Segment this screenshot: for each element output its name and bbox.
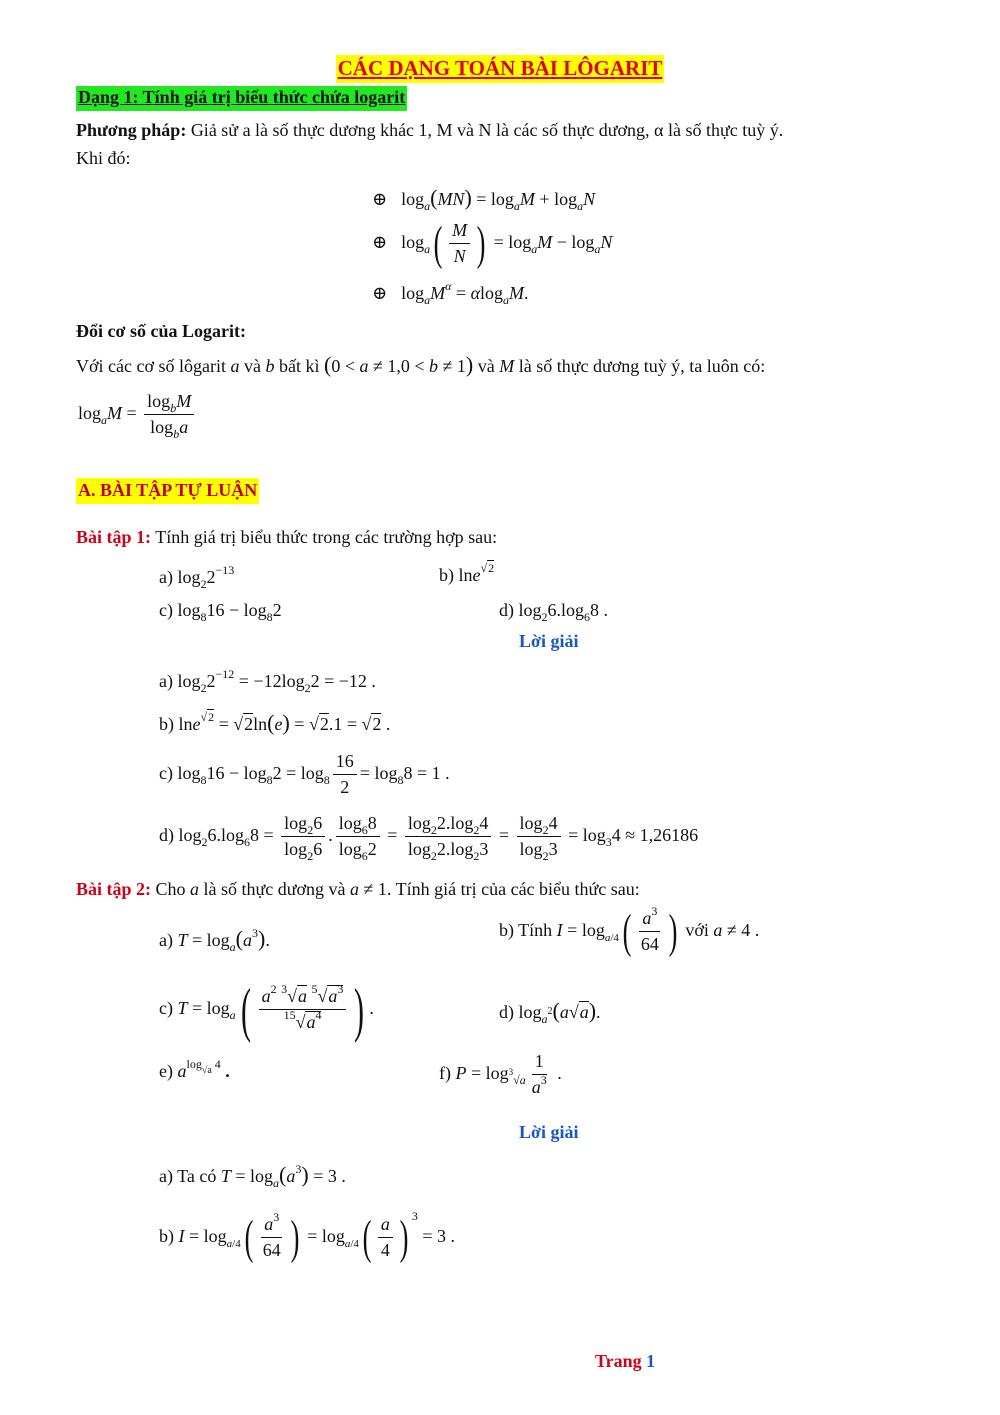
ex1-item-d: d) $\log_26.\log_68$ . [499, 600, 609, 624]
ex2-item-d: d) $\log_{a^2}(a√a)$. [499, 998, 601, 1026]
ex1-item-b: b) lne$^{√2}$ [439, 561, 495, 585]
page-title: CÁC DẠNG TOÁN BÀI LÔGARIT [0, 58, 1000, 79]
ex2-solution-a: a) Ta có $T = \log_a(a^3) = 3$ . [159, 1162, 346, 1190]
ex2-solution-b: b) $I = \log_{a/4}$( $\frac{a^3}{64}$ ) = $\log_{a/4}$( $\frac{a}{4}$ ) $^3$ = 3 . [159, 1209, 456, 1264]
formula-log-quotient: ⊕ $\log_a$( $\frac{M}{N}$ ) = $\log_aM - \log_aN$ [372, 217, 613, 270]
change-base-text: Với các cơ số lôgarit a và b bất kì (0 < a ≠ 1,0 < b ≠ 1) và M là số thực dương tuỳ ý, ta luôn có: [76, 352, 766, 377]
method-continuation: Khi đó: [76, 148, 131, 168]
ex2-item-c: c) $T = \log_a$( $\frac{a^2 ^3√a ^5√a^3}{^{15}√a^4}$ ) . [159, 977, 374, 1043]
change-base-label: Đổi cơ số của Logarit: [76, 321, 246, 341]
page-number: 1 [646, 1351, 656, 1371]
ex1-solution-d: d) $\log_26.\log_68$ = $\frac{\log_26}{\log_26}$ . $\frac{\log_68}{\log_62}$ = $\frac{\log_22.\log_24}{\log_22.\log_23}$ = $\frac{\log_24}{\log_23}$ = $\log_34 \approx 1,26186$ [159, 813, 699, 863]
method-paragraph [76, 121, 946, 139]
section-heading-dang1: Dạng 1: Tính giá trị biểu thức chứa logarit [76, 88, 407, 106]
section-heading-a: A. BÀI TẬP TỰ LUẬN [76, 481, 259, 499]
exercise-2-prompt: Bài tập 2: Cho a là số thực dương và a ≠ 1. Tính giá trị của các biểu thức sau: [76, 879, 640, 899]
ex2-solution-label: Lời giải [519, 1122, 579, 1142]
ex1-solution-label: Lời giải [519, 631, 579, 651]
ex1-solution-c: c) $\log_816 - \log_82 = \log_8$ $\frac{16}{2}$ = $\log_88 = 1$ . [159, 751, 450, 797]
ex1-solution-a: a) $\log_22^{-12} = -12\log_22 = -12$ . [159, 667, 376, 695]
ex2-item-b: b) Tính $I = \log_{a/4}$( $\frac{a^3}{64}$ ) với a ≠ 4 . [499, 904, 760, 958]
ex1-item-a: a) $\log_22^{-13}$ [159, 563, 235, 591]
ex1-solution-b: b) lne$^{√2}$ = √2ln(e) = √2.1 = √2 . [159, 710, 391, 735]
ex1-item-c: c) $\log_816 - \log_82$ [159, 600, 282, 624]
page-footer: Trang 1 [595, 1351, 656, 1371]
formula-log-product: ⊕ $\log_a(MN) = \log_aM + \log_aN$ [372, 185, 596, 213]
ex2-item-e: e) $a^{log_{√a} 4}$ . [159, 1057, 230, 1081]
formula-change-base: $\log_aM$ = $\frac{\log_bM}{\log_ba}$ [78, 392, 197, 438]
ex2-item-a: a) $T = \log_a(a^3)$. [159, 926, 270, 954]
exercise-1-prompt: Bài tập 1: Tính giá trị biểu thức trong các trường hợp sau: [76, 527, 498, 547]
method-text: Giả sử a là số thực dương khác 1, M và N là các số thực dương, α là số thực tuỳ ý. [190, 120, 784, 140]
method-label: Phương pháp: [76, 120, 187, 140]
formula-log-power: ⊕ $\log_aM^\alpha = \alpha\log_aM$. [372, 279, 529, 307]
ex2-item-f: f) $P = \log_{^3√a}$ $\frac{1}{a^3}$ . [439, 1051, 562, 1097]
